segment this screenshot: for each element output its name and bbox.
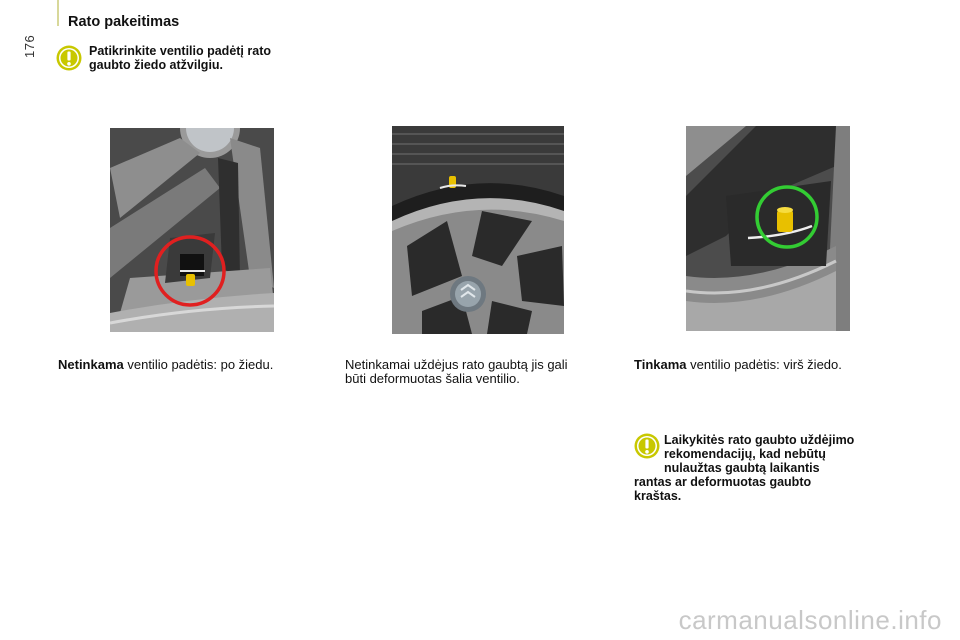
caption-deformed-line2: būti deformuotas šalia ventilio. — [345, 371, 520, 386]
caption-correct-bold: Tinkama — [634, 357, 687, 372]
caption-deformed-line1: Netinkamai uždėjus rato gaubtą jis gali — [345, 357, 568, 372]
photo-wrong-position — [110, 128, 274, 332]
photo-deformed-cover — [392, 126, 564, 334]
warning-top-text — [89, 44, 271, 72]
warning-top-line1: Patikrinkite ventilio padėtį rato — [89, 44, 271, 58]
warning-bottom-line5: kraštas. — [634, 489, 682, 503]
caption-correct-rest: ventilio padėtis: virš žiedo. — [686, 357, 842, 372]
warning-bottom-line1: Laikykitės rato gaubto uždėjimo — [664, 433, 855, 447]
caption-wrong-bold: Netinkama — [58, 357, 124, 372]
accent-bar — [57, 0, 59, 26]
caption-correct — [634, 358, 842, 372]
warning-bottom-line2: rekomendacijų, kad nebūtų — [664, 447, 826, 461]
warning-icon — [56, 45, 82, 71]
caption-wrong-rest: ventilio padėtis: po žiedu. — [123, 357, 274, 372]
watermark: carmanualsonline.info — [678, 605, 942, 635]
warning-bottom-text — [634, 433, 914, 503]
warning-top-line2: gaubto žiedo atžvilgiu. — [89, 58, 224, 72]
caption-wrong — [58, 358, 273, 372]
warning-bottom-line4: rantas ar deformuotas gaubto — [634, 475, 812, 489]
photo-correct-position — [686, 126, 850, 331]
warning-bottom-line3: nulaužtas gaubtą laikantis — [664, 461, 820, 475]
section-title: Rato pakeitimas — [68, 14, 180, 30]
page-number: 176 — [22, 34, 37, 58]
caption-deformed — [345, 358, 568, 386]
